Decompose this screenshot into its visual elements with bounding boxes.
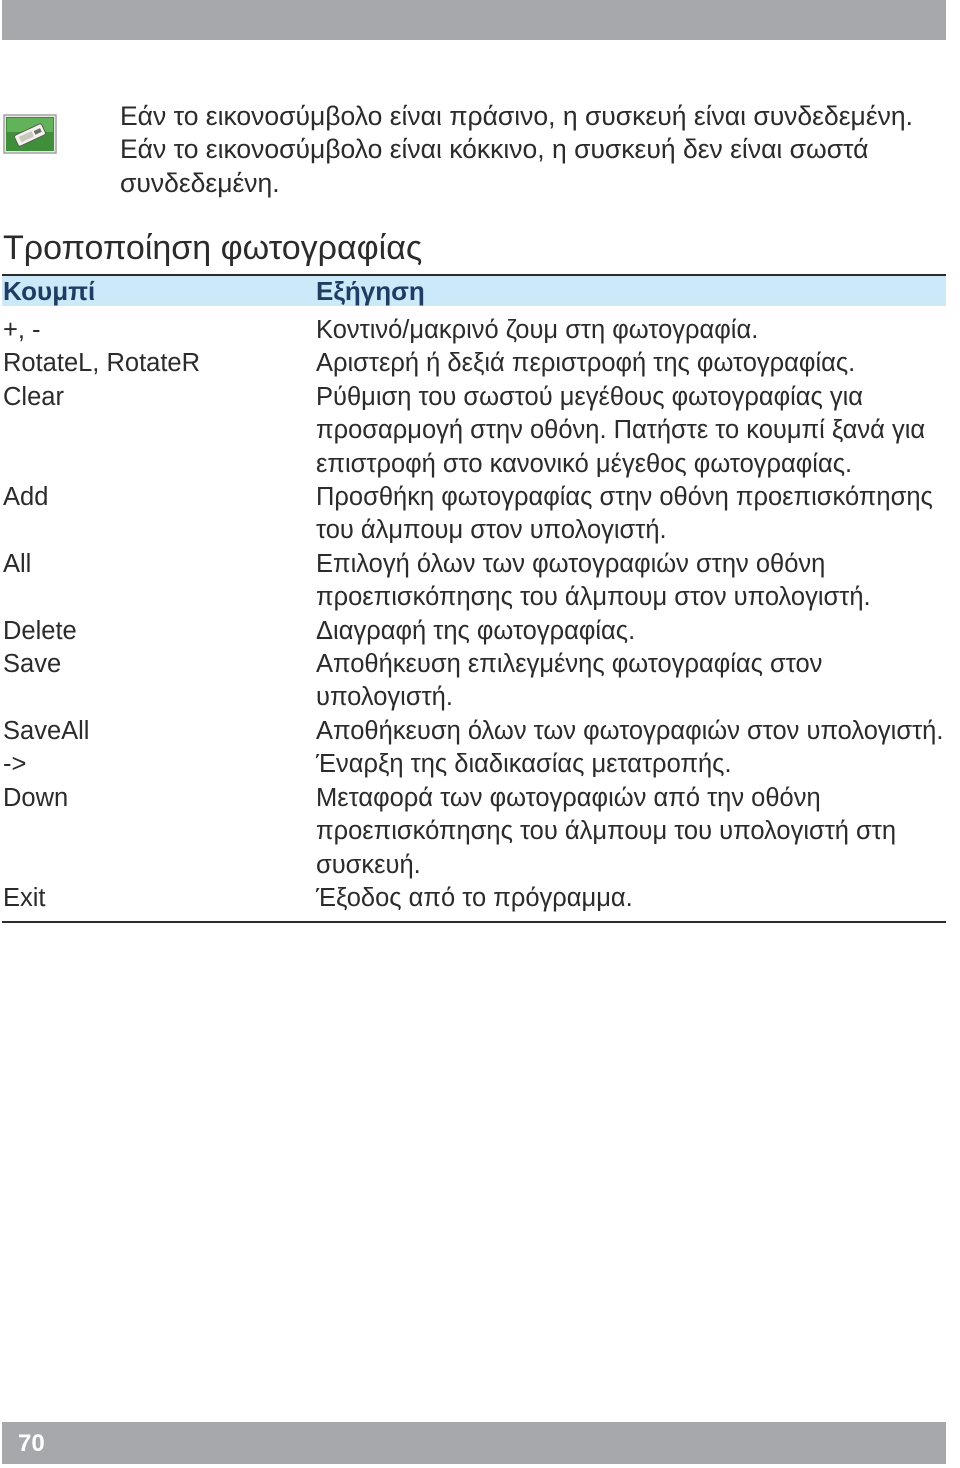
- row-button: Clear: [3, 382, 64, 411]
- row-button: Exit: [3, 883, 46, 912]
- table-row: [2, 481, 946, 548]
- row-explanation: Προσθήκη φωτογραφίας στην οθόνη προεπισκόπησης του άλμπουμ στον υπολογιστή.: [316, 483, 933, 545]
- row-button: Add: [3, 483, 49, 512]
- row-explanation: Κοντινό/μακρινό ζουμ στη φωτογραφία.: [316, 316, 759, 344]
- row-button: Down: [3, 783, 69, 812]
- intro-text: Εάν το εικονοσύμβολο είναι πράσινο, η συσκευή είναι συνδεδεμένη. Εάν το εικονοσύμβολο είναι κόκκινο, η συσκευή δεν είναι σωστά συνδεδεμένη.: [120, 101, 913, 198]
- table-bottom-rule: [2, 921, 946, 923]
- row-button: ->: [3, 750, 27, 779]
- table-row: [2, 748, 946, 781]
- row-explanation: Επιλογή όλων των φωτογραφιών στην οθόνη προεπισκόπησης του άλμπουμ στον υπολογιστή.: [316, 549, 871, 612]
- table-row: [2, 715, 946, 748]
- row-explanation: Μεταφορά των φωτογραφιών από την οθόνη προεπισκόπησης του άλμπουμ του υπολογιστή στη συσκευή.: [316, 783, 897, 879]
- table-row: [2, 381, 946, 481]
- table-row: [2, 548, 946, 615]
- table-row: [2, 782, 946, 882]
- connected-device-icon: [3, 114, 57, 154]
- row-button: +, -: [3, 316, 41, 344]
- section-title: Τροποποίηση φωτογραφίας: [3, 229, 423, 267]
- table-row: [2, 314, 946, 347]
- table-row: [2, 882, 946, 915]
- header-explanation: Εξήγηση: [316, 275, 425, 306]
- table-header: [2, 274, 946, 306]
- table-body: [2, 314, 946, 915]
- row-button: SaveAll: [3, 716, 90, 745]
- row-explanation: Έξοδος από το πρόγραμμα.: [316, 883, 633, 912]
- row-button: Save: [3, 650, 62, 679]
- row-explanation: Αριστερή ή δεξιά περιστροφή της φωτογραφίας.: [316, 349, 856, 378]
- row-explanation: Αποθήκευση όλων των φωτογραφιών στον υπολογιστή.: [316, 716, 944, 745]
- table-row: [2, 615, 946, 648]
- row-explanation: Διαγραφή της φωτογραφίας.: [316, 616, 636, 645]
- row-button: Delete: [3, 616, 77, 645]
- buttons-table: [2, 274, 946, 923]
- header-button: Κουμπί: [3, 275, 96, 306]
- page-number: 70: [18, 1430, 45, 1457]
- row-explanation: Αποθήκευση επιλεγμένης φωτογραφίας στον υπολογιστή.: [316, 650, 823, 712]
- row-explanation: Ρύθμιση του σωστού μεγέθους φωτογραφίας για προσαρμογή στην οθόνη. Πατήστε το κουμπί ξανά για επιστροφή στο κανονικό μέγεθος φωτογραφίας.: [316, 382, 926, 478]
- footer-band: [2, 1422, 946, 1464]
- row-button: All: [3, 549, 32, 578]
- top-band: [2, 0, 946, 40]
- row-explanation: Έναρξη της διαδικασίας μετατροπής.: [316, 750, 732, 779]
- table-row: [2, 347, 946, 380]
- table-row: [2, 648, 946, 715]
- row-button: RotateL, RotateR: [3, 349, 201, 378]
